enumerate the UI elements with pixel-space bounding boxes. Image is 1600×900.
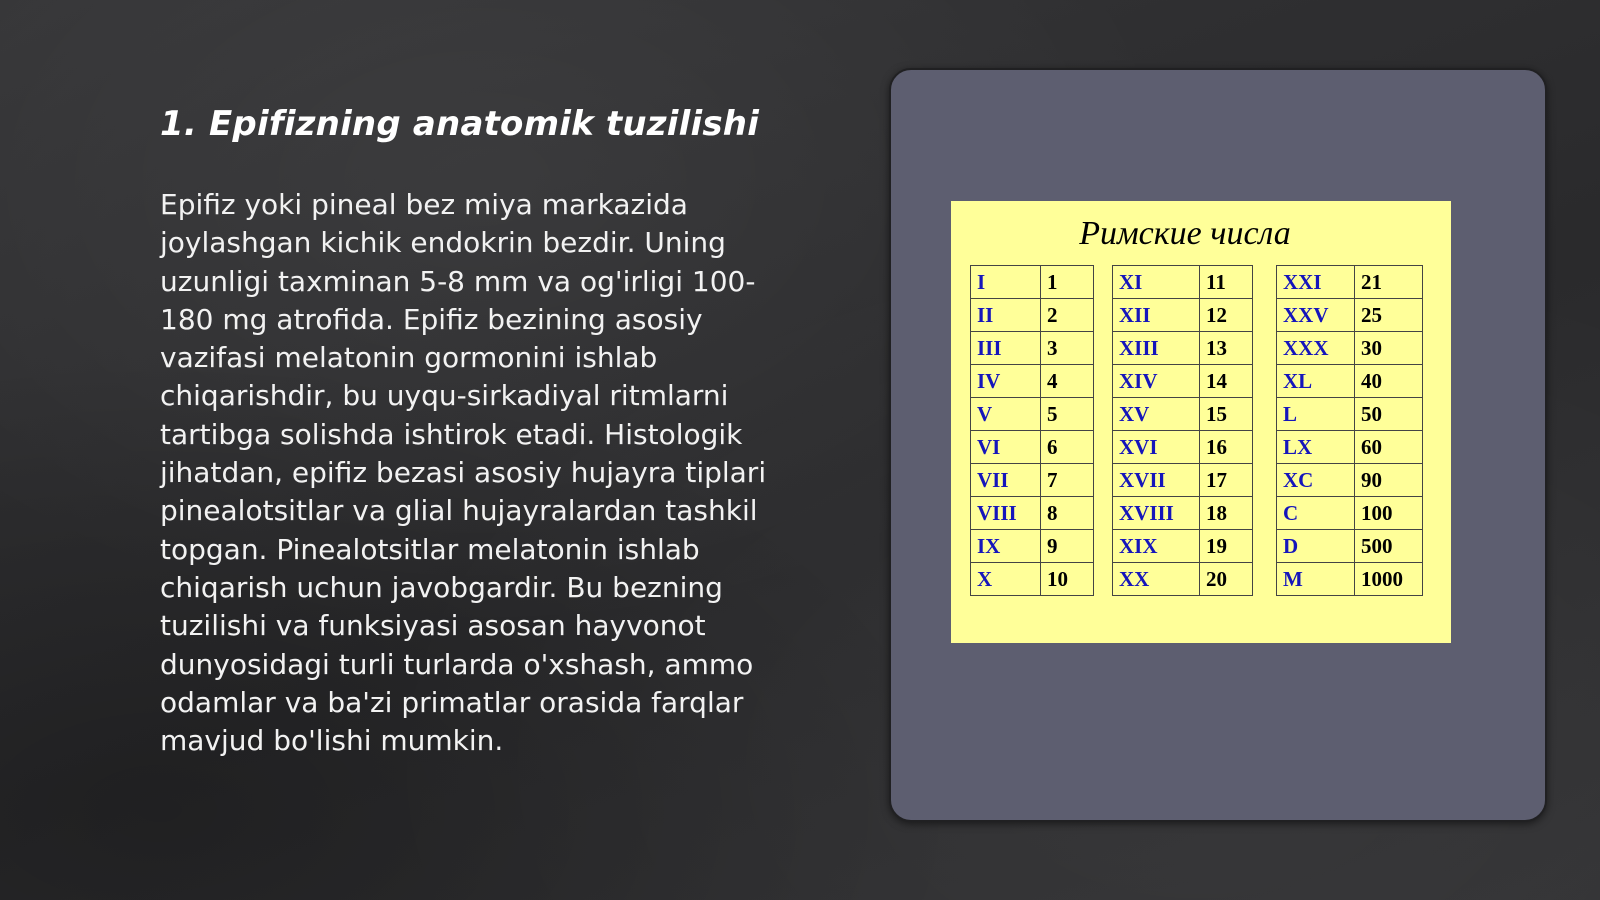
roman-numeral-cell: XXI — [1277, 266, 1355, 299]
table-row — [1113, 497, 1253, 530]
table-row — [1277, 332, 1423, 365]
roman-numeral-cell: XII — [1113, 299, 1200, 332]
table-row — [971, 299, 1094, 332]
arabic-number-cell: 40 — [1355, 365, 1423, 398]
roman-numeral-cell: VIII — [971, 497, 1041, 530]
roman-numeral-cell: M — [1277, 563, 1355, 596]
table-row — [1277, 431, 1423, 464]
table-row — [1277, 530, 1423, 563]
arabic-number-cell: 16 — [1200, 431, 1253, 464]
arabic-number-cell: 1 — [1041, 266, 1094, 299]
arabic-number-cell: 12 — [1200, 299, 1253, 332]
arabic-number-cell: 500 — [1355, 530, 1423, 563]
arabic-number-cell: 30 — [1355, 332, 1423, 365]
roman-numeral-cell: XI — [1113, 266, 1200, 299]
arabic-number-cell: 21 — [1355, 266, 1423, 299]
arabic-number-cell: 25 — [1355, 299, 1423, 332]
table-row — [1277, 398, 1423, 431]
roman-numeral-cell: VI — [971, 431, 1041, 464]
arabic-number-cell: 8 — [1041, 497, 1094, 530]
roman-numeral-cell: VII — [971, 464, 1041, 497]
roman-numerals-table-1 — [970, 265, 1094, 596]
arabic-number-cell: 15 — [1200, 398, 1253, 431]
arabic-number-cell: 17 — [1200, 464, 1253, 497]
arabic-number-cell: 3 — [1041, 332, 1094, 365]
roman-numeral-cell: XVIII — [1113, 497, 1200, 530]
roman-numeral-cell: XV — [1113, 398, 1200, 431]
roman-numeral-cell: V — [971, 398, 1041, 431]
image-frame — [889, 68, 1547, 822]
arabic-number-cell: 60 — [1355, 431, 1423, 464]
table-row — [1113, 266, 1253, 299]
roman-numeral-cell: I — [971, 266, 1041, 299]
roman-numeral-cell: XVI — [1113, 431, 1200, 464]
slide-title: 1. Epifizning anatomik tuzilishi — [160, 104, 760, 144]
arabic-number-cell: 19 — [1200, 530, 1253, 563]
roman-numeral-cell: XIX — [1113, 530, 1200, 563]
arabic-number-cell: 4 — [1041, 365, 1094, 398]
roman-numeral-cell: XC — [1277, 464, 1355, 497]
arabic-number-cell: 1000 — [1355, 563, 1423, 596]
image-title: Римские числа — [1079, 215, 1291, 252]
slide-body-text: Epifiz yoki pineal bez miya markazida joylashgan kichik endokrin bezdir. Uning uzunligi taxminan 5-8 mm va og'irligi 100-180 mg atrofida. Epifiz bezining asosiy vazifasi melatonin gormonini ishlab chiqarishdir, bu uyqu-sirkadiyal ritmlarni tartibga solishda ishtirok etadi. Histologik jihatdan, epifiz bezasi asosiy hujayra tiplari pinealotsitlar va glial hujayralardan tashkil topgan. Pinealotsitlar melatonin ishlab chiqarish uchun javobgardir. Bu bezning tuzilishi va funksiyasi asosan hayvonot dunyosidagi turli turlarda o'xshash, ammo odamlar va ba'zi primatlar orasida farqlar mavjud bo'lishi mumkin. — [160, 188, 767, 758]
roman-numerals-image — [951, 201, 1451, 643]
table-row — [971, 398, 1094, 431]
table-row — [1277, 365, 1423, 398]
table-row — [1113, 431, 1253, 464]
arabic-number-cell: 50 — [1355, 398, 1423, 431]
roman-numeral-cell: II — [971, 299, 1041, 332]
table-row — [1113, 365, 1253, 398]
table-row — [971, 563, 1094, 596]
roman-numeral-cell: XXX — [1277, 332, 1355, 365]
arabic-number-cell: 18 — [1200, 497, 1253, 530]
arabic-number-cell: 10 — [1041, 563, 1094, 596]
arabic-number-cell: 2 — [1041, 299, 1094, 332]
roman-numeral-cell: XIII — [1113, 332, 1200, 365]
table-row — [1113, 398, 1253, 431]
table-row — [971, 266, 1094, 299]
arabic-number-cell: 100 — [1355, 497, 1423, 530]
roman-numerals-table-3 — [1276, 265, 1423, 596]
roman-numeral-cell: LX — [1277, 431, 1355, 464]
table-row — [1277, 563, 1423, 596]
table-row — [1113, 530, 1253, 563]
roman-numeral-cell: C — [1277, 497, 1355, 530]
table-row — [971, 431, 1094, 464]
arabic-number-cell: 20 — [1200, 563, 1253, 596]
table-row — [1277, 299, 1423, 332]
table-row — [1113, 332, 1253, 365]
table-row — [971, 497, 1094, 530]
table-row — [1277, 266, 1423, 299]
table-row — [1277, 497, 1423, 530]
arabic-number-cell: 90 — [1355, 464, 1423, 497]
roman-numeral-cell: XIV — [1113, 365, 1200, 398]
roman-numerals-table-2 — [1112, 265, 1253, 596]
roman-numeral-cell: III — [971, 332, 1041, 365]
roman-numeral-cell: D — [1277, 530, 1355, 563]
table-row — [1113, 563, 1253, 596]
arabic-number-cell: 6 — [1041, 431, 1094, 464]
roman-numeral-cell: XL — [1277, 365, 1355, 398]
roman-numeral-cell: XXV — [1277, 299, 1355, 332]
arabic-number-cell: 11 — [1200, 266, 1253, 299]
table-row — [1277, 464, 1423, 497]
roman-numeral-cell: X — [971, 563, 1041, 596]
table-row — [971, 530, 1094, 563]
roman-numeral-cell: IV — [971, 365, 1041, 398]
table-row — [1113, 464, 1253, 497]
table-row — [1113, 299, 1253, 332]
roman-numeral-cell: XVII — [1113, 464, 1200, 497]
arabic-number-cell: 5 — [1041, 398, 1094, 431]
arabic-number-cell: 9 — [1041, 530, 1094, 563]
roman-numeral-cell: XX — [1113, 563, 1200, 596]
table-row — [971, 365, 1094, 398]
arabic-number-cell: 14 — [1200, 365, 1253, 398]
arabic-number-cell: 7 — [1041, 464, 1094, 497]
table-row — [971, 332, 1094, 365]
table-row — [971, 464, 1094, 497]
arabic-number-cell: 13 — [1200, 332, 1253, 365]
roman-numeral-cell: L — [1277, 398, 1355, 431]
roman-numeral-cell: IX — [971, 530, 1041, 563]
